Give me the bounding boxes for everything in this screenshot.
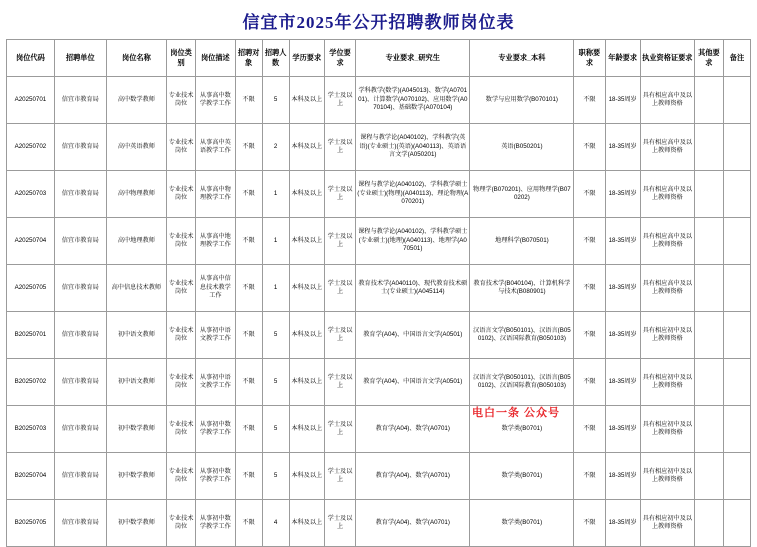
header-cell-remark: 备注 [723, 40, 750, 77]
cell-education: 本科及以上 [289, 171, 324, 218]
cell-major-postgrad: 教育学(A04)、数学(A0701) [356, 406, 470, 453]
header-cell-age: 年龄要求 [605, 40, 640, 77]
cell-title-requirement: 不限 [574, 359, 605, 406]
cell-unit: 信宜市教育局 [54, 453, 106, 500]
cell-age: 18-35周岁 [605, 312, 640, 359]
cell-unit: 信宜市教育局 [54, 171, 106, 218]
table-row [7, 406, 751, 453]
cell-education: 本科及以上 [289, 406, 324, 453]
cell-major-undergrad: 英语(B050201) [470, 124, 574, 171]
cell-desc: 从事高中地理教学工作 [196, 218, 235, 265]
header-cell-code: 岗位代码 [7, 40, 55, 77]
cell-object: 不限 [235, 359, 262, 406]
table-row [7, 218, 751, 265]
cell-desc: 从事高中数学教学工作 [196, 77, 235, 124]
cell-major-undergrad: 地理科学(B070501) [470, 218, 574, 265]
table-body [7, 77, 751, 547]
cell-major-undergrad: 教育技术学(B040104)、计算机科学与技术(B080901) [470, 265, 574, 312]
table-row [7, 500, 751, 547]
cell-unit: 信宜市教育局 [54, 312, 106, 359]
cell-desc: 从事初中数学教学工作 [196, 406, 235, 453]
cell-count: 1 [262, 265, 289, 312]
cell-code: B20250702 [7, 359, 55, 406]
cell-remark [723, 406, 750, 453]
table-row [7, 171, 751, 218]
cell-major-postgrad: 教育学(A04)、数学(A0701) [356, 500, 470, 547]
cell-certificate: 具有相应高中及以上教师资格 [640, 124, 694, 171]
cell-degree: 学士及以上 [324, 77, 355, 124]
cell-major-postgrad: 学科教学(数学)(A045013)、数学(A070101)、计算数学(A070102)、应用数学(A070104)、基础数学(A070104) [356, 77, 470, 124]
cell-certificate: 具有相应初中及以上教师资格 [640, 359, 694, 406]
cell-title-requirement: 不限 [574, 265, 605, 312]
table-row [7, 124, 751, 171]
cell-degree: 学士及以上 [324, 453, 355, 500]
cell-title-requirement: 不限 [574, 124, 605, 171]
cell-unit: 信宜市教育局 [54, 265, 106, 312]
header-cell-major-undergrad: 专业要求_本科 [470, 40, 574, 77]
cell-desc: 从事初中语文教学工作 [196, 312, 235, 359]
table-row [7, 312, 751, 359]
cell-post: 高中数学教师 [106, 77, 166, 124]
cell-certificate: 具有相应初中及以上教师资格 [640, 406, 694, 453]
cell-other [694, 171, 723, 218]
cell-certificate: 具有相应高中及以上教师资格 [640, 77, 694, 124]
cell-age: 18-35周岁 [605, 453, 640, 500]
table-row [7, 265, 751, 312]
cell-degree: 学士及以上 [324, 359, 355, 406]
cell-unit: 信宜市教育局 [54, 124, 106, 171]
cell-certificate: 具有相应初中及以上教师资格 [640, 453, 694, 500]
cell-major-postgrad: 教育学(A04)、中国语言文学(A0501) [356, 359, 470, 406]
cell-education: 本科及以上 [289, 77, 324, 124]
cell-title-requirement: 不限 [574, 312, 605, 359]
cell-title-requirement: 不限 [574, 171, 605, 218]
cell-title-requirement: 不限 [574, 453, 605, 500]
cell-unit: 信宜市教育局 [54, 77, 106, 124]
header-cell-degree: 学位要求 [324, 40, 355, 77]
cell-other [694, 406, 723, 453]
cell-education: 本科及以上 [289, 453, 324, 500]
cell-other [694, 359, 723, 406]
cell-object: 不限 [235, 312, 262, 359]
cell-post: 高中地理教师 [106, 218, 166, 265]
cell-category: 专业技术岗位 [167, 500, 196, 547]
cell-remark [723, 124, 750, 171]
cell-code: A20250703 [7, 171, 55, 218]
header-cell-education: 学历要求 [289, 40, 324, 77]
header-cell-title-requirement: 职称要求 [574, 40, 605, 77]
cell-age: 18-35周岁 [605, 218, 640, 265]
cell-age: 18-35周岁 [605, 77, 640, 124]
cell-age: 18-35周岁 [605, 124, 640, 171]
cell-unit: 信宜市教育局 [54, 406, 106, 453]
cell-remark [723, 359, 750, 406]
cell-other [694, 218, 723, 265]
cell-other [694, 453, 723, 500]
cell-count: 5 [262, 453, 289, 500]
header-row [7, 40, 751, 77]
cell-major-postgrad: 课程与教学论(A040102)、学科教学硕士(专业硕士)(物理)(A040113)、理论物理(A070201) [356, 171, 470, 218]
table-row [7, 453, 751, 500]
cell-object: 不限 [235, 406, 262, 453]
cell-degree: 学士及以上 [324, 265, 355, 312]
cell-category: 专业技术岗位 [167, 265, 196, 312]
table-header [7, 40, 751, 77]
cell-post: 高中英语教师 [106, 124, 166, 171]
cell-count: 2 [262, 124, 289, 171]
header-cell-other: 其他要求 [694, 40, 723, 77]
cell-certificate: 具有相应初中及以上教师资格 [640, 312, 694, 359]
cell-age: 18-35周岁 [605, 359, 640, 406]
header-cell-certificate: 执业资格证要求 [640, 40, 694, 77]
cell-post: 初中数学教师 [106, 406, 166, 453]
cell-other [694, 77, 723, 124]
recruitment-table [6, 39, 751, 547]
cell-major-postgrad: 教育学(A04)、中国语言文学(A0501) [356, 312, 470, 359]
cell-major-undergrad: 数学与应用数学(B070101) [470, 77, 574, 124]
cell-major-undergrad: 数学类(B0701) [470, 500, 574, 547]
cell-degree: 学士及以上 [324, 500, 355, 547]
cell-category: 专业技术岗位 [167, 359, 196, 406]
cell-remark [723, 77, 750, 124]
cell-object: 不限 [235, 453, 262, 500]
cell-age: 18-35周岁 [605, 406, 640, 453]
cell-code: A20250701 [7, 77, 55, 124]
cell-category: 专业技术岗位 [167, 77, 196, 124]
table-row [7, 77, 751, 124]
cell-count: 1 [262, 218, 289, 265]
cell-title-requirement: 不限 [574, 218, 605, 265]
cell-other [694, 500, 723, 547]
cell-major-postgrad: 课程与教学论(A040102)、学科教学(英语)(专业硕士)(英语)(A040113)、英语语言文学(A050201) [356, 124, 470, 171]
header-cell-unit: 招聘单位 [54, 40, 106, 77]
header-cell-category: 岗位类别 [167, 40, 196, 77]
cell-category: 专业技术岗位 [167, 171, 196, 218]
cell-degree: 学士及以上 [324, 218, 355, 265]
cell-age: 18-35周岁 [605, 500, 640, 547]
cell-count: 5 [262, 312, 289, 359]
cell-remark [723, 453, 750, 500]
cell-major-undergrad: 汉语言文学(B050101)、汉语言(B050102)、汉语国际教育(B050103) [470, 359, 574, 406]
cell-age: 18-35周岁 [605, 265, 640, 312]
cell-major-undergrad: 物理学(B070201)、应用物理学(B070202) [470, 171, 574, 218]
cell-object: 不限 [235, 500, 262, 547]
cell-certificate: 具有相应高中及以上教师资格 [640, 218, 694, 265]
cell-education: 本科及以上 [289, 312, 324, 359]
cell-education: 本科及以上 [289, 359, 324, 406]
cell-code: A20250702 [7, 124, 55, 171]
cell-education: 本科及以上 [289, 500, 324, 547]
cell-desc: 从事初中数学教学工作 [196, 500, 235, 547]
cell-education: 本科及以上 [289, 218, 324, 265]
cell-code: B20250704 [7, 453, 55, 500]
cell-post: 初中数学教师 [106, 453, 166, 500]
cell-remark [723, 500, 750, 547]
cell-education: 本科及以上 [289, 265, 324, 312]
watermark-text: 电白一条 公众号 [472, 407, 561, 419]
cell-object: 不限 [235, 265, 262, 312]
cell-count: 4 [262, 500, 289, 547]
cell-count: 5 [262, 359, 289, 406]
cell-count: 5 [262, 406, 289, 453]
cell-certificate: 具有相应高中及以上教师资格 [640, 265, 694, 312]
cell-desc: 从事初中语文教学工作 [196, 359, 235, 406]
cell-degree: 学士及以上 [324, 124, 355, 171]
cell-degree: 学士及以上 [324, 312, 355, 359]
cell-title-requirement: 不限 [574, 406, 605, 453]
cell-code: A20250705 [7, 265, 55, 312]
cell-major-postgrad: 教育学(A04)、数学(A0701) [356, 453, 470, 500]
cell-desc: 从事高中物理教学工作 [196, 171, 235, 218]
cell-education: 本科及以上 [289, 124, 324, 171]
cell-major-postgrad: 课程与教学论(A040102)、学科教学硕士(专业硕士)(地理)(A040113)、地理学(A070501) [356, 218, 470, 265]
cell-title-requirement: 不限 [574, 500, 605, 547]
header-cell-count: 招聘人数 [262, 40, 289, 77]
cell-count: 1 [262, 171, 289, 218]
cell-count: 5 [262, 77, 289, 124]
cell-remark [723, 171, 750, 218]
cell-major-undergrad: 汉语言文学(B050101)、汉语言(B050102)、汉语国际教育(B050103) [470, 312, 574, 359]
cell-code: A20250704 [7, 218, 55, 265]
cell-other [694, 124, 723, 171]
cell-certificate: 具有相应高中及以上教师资格 [640, 171, 694, 218]
cell-remark [723, 265, 750, 312]
cell-other [694, 312, 723, 359]
cell-category: 专业技术岗位 [167, 406, 196, 453]
cell-degree: 学士及以上 [324, 406, 355, 453]
cell-unit: 信宜市教育局 [54, 500, 106, 547]
cell-category: 专业技术岗位 [167, 312, 196, 359]
cell-post: 初中语文教师 [106, 359, 166, 406]
header-cell-desc: 岗位描述 [196, 40, 235, 77]
cell-post: 初中语文教师 [106, 312, 166, 359]
cell-code: B20250701 [7, 312, 55, 359]
cell-other [694, 265, 723, 312]
cell-object: 不限 [235, 124, 262, 171]
header-cell-post: 岗位名称 [106, 40, 166, 77]
cell-category: 专业技术岗位 [167, 453, 196, 500]
cell-desc: 从事初中数学教学工作 [196, 453, 235, 500]
cell-object: 不限 [235, 77, 262, 124]
cell-desc: 从事高中英语教学工作 [196, 124, 235, 171]
cell-unit: 信宜市教育局 [54, 218, 106, 265]
cell-unit: 信宜市教育局 [54, 359, 106, 406]
cell-remark [723, 312, 750, 359]
cell-degree: 学士及以上 [324, 171, 355, 218]
cell-object: 不限 [235, 171, 262, 218]
cell-major-undergrad: 数学类(B0701) [470, 453, 574, 500]
page-title: 信宜市2025年公开招聘教师岗位表 [242, 13, 515, 32]
cell-remark [723, 218, 750, 265]
cell-object: 不限 [235, 218, 262, 265]
cell-title-requirement: 不限 [574, 77, 605, 124]
table-row [7, 359, 751, 406]
cell-desc: 从事高中信息技术教学工作 [196, 265, 235, 312]
cell-category: 专业技术岗位 [167, 218, 196, 265]
cell-age: 18-35周岁 [605, 171, 640, 218]
cell-post: 高中物理教师 [106, 171, 166, 218]
cell-major-postgrad: 教育技术学(A040110)、现代教育技术硕士(专业硕士)(A045114) [356, 265, 470, 312]
cell-major-undergrad: 数学类(B0701) [470, 406, 574, 453]
header-cell-major-postgrad: 专业要求_研究生 [356, 40, 470, 77]
cell-category: 专业技术岗位 [167, 124, 196, 171]
cell-post: 初中数学教师 [106, 500, 166, 547]
cell-code: B20250705 [7, 500, 55, 547]
cell-post: 高中信息技术教师 [106, 265, 166, 312]
header-cell-object: 招聘对象 [235, 40, 262, 77]
cell-code: B20250703 [7, 406, 55, 453]
cell-certificate: 具有相应初中及以上教师资格 [640, 500, 694, 547]
